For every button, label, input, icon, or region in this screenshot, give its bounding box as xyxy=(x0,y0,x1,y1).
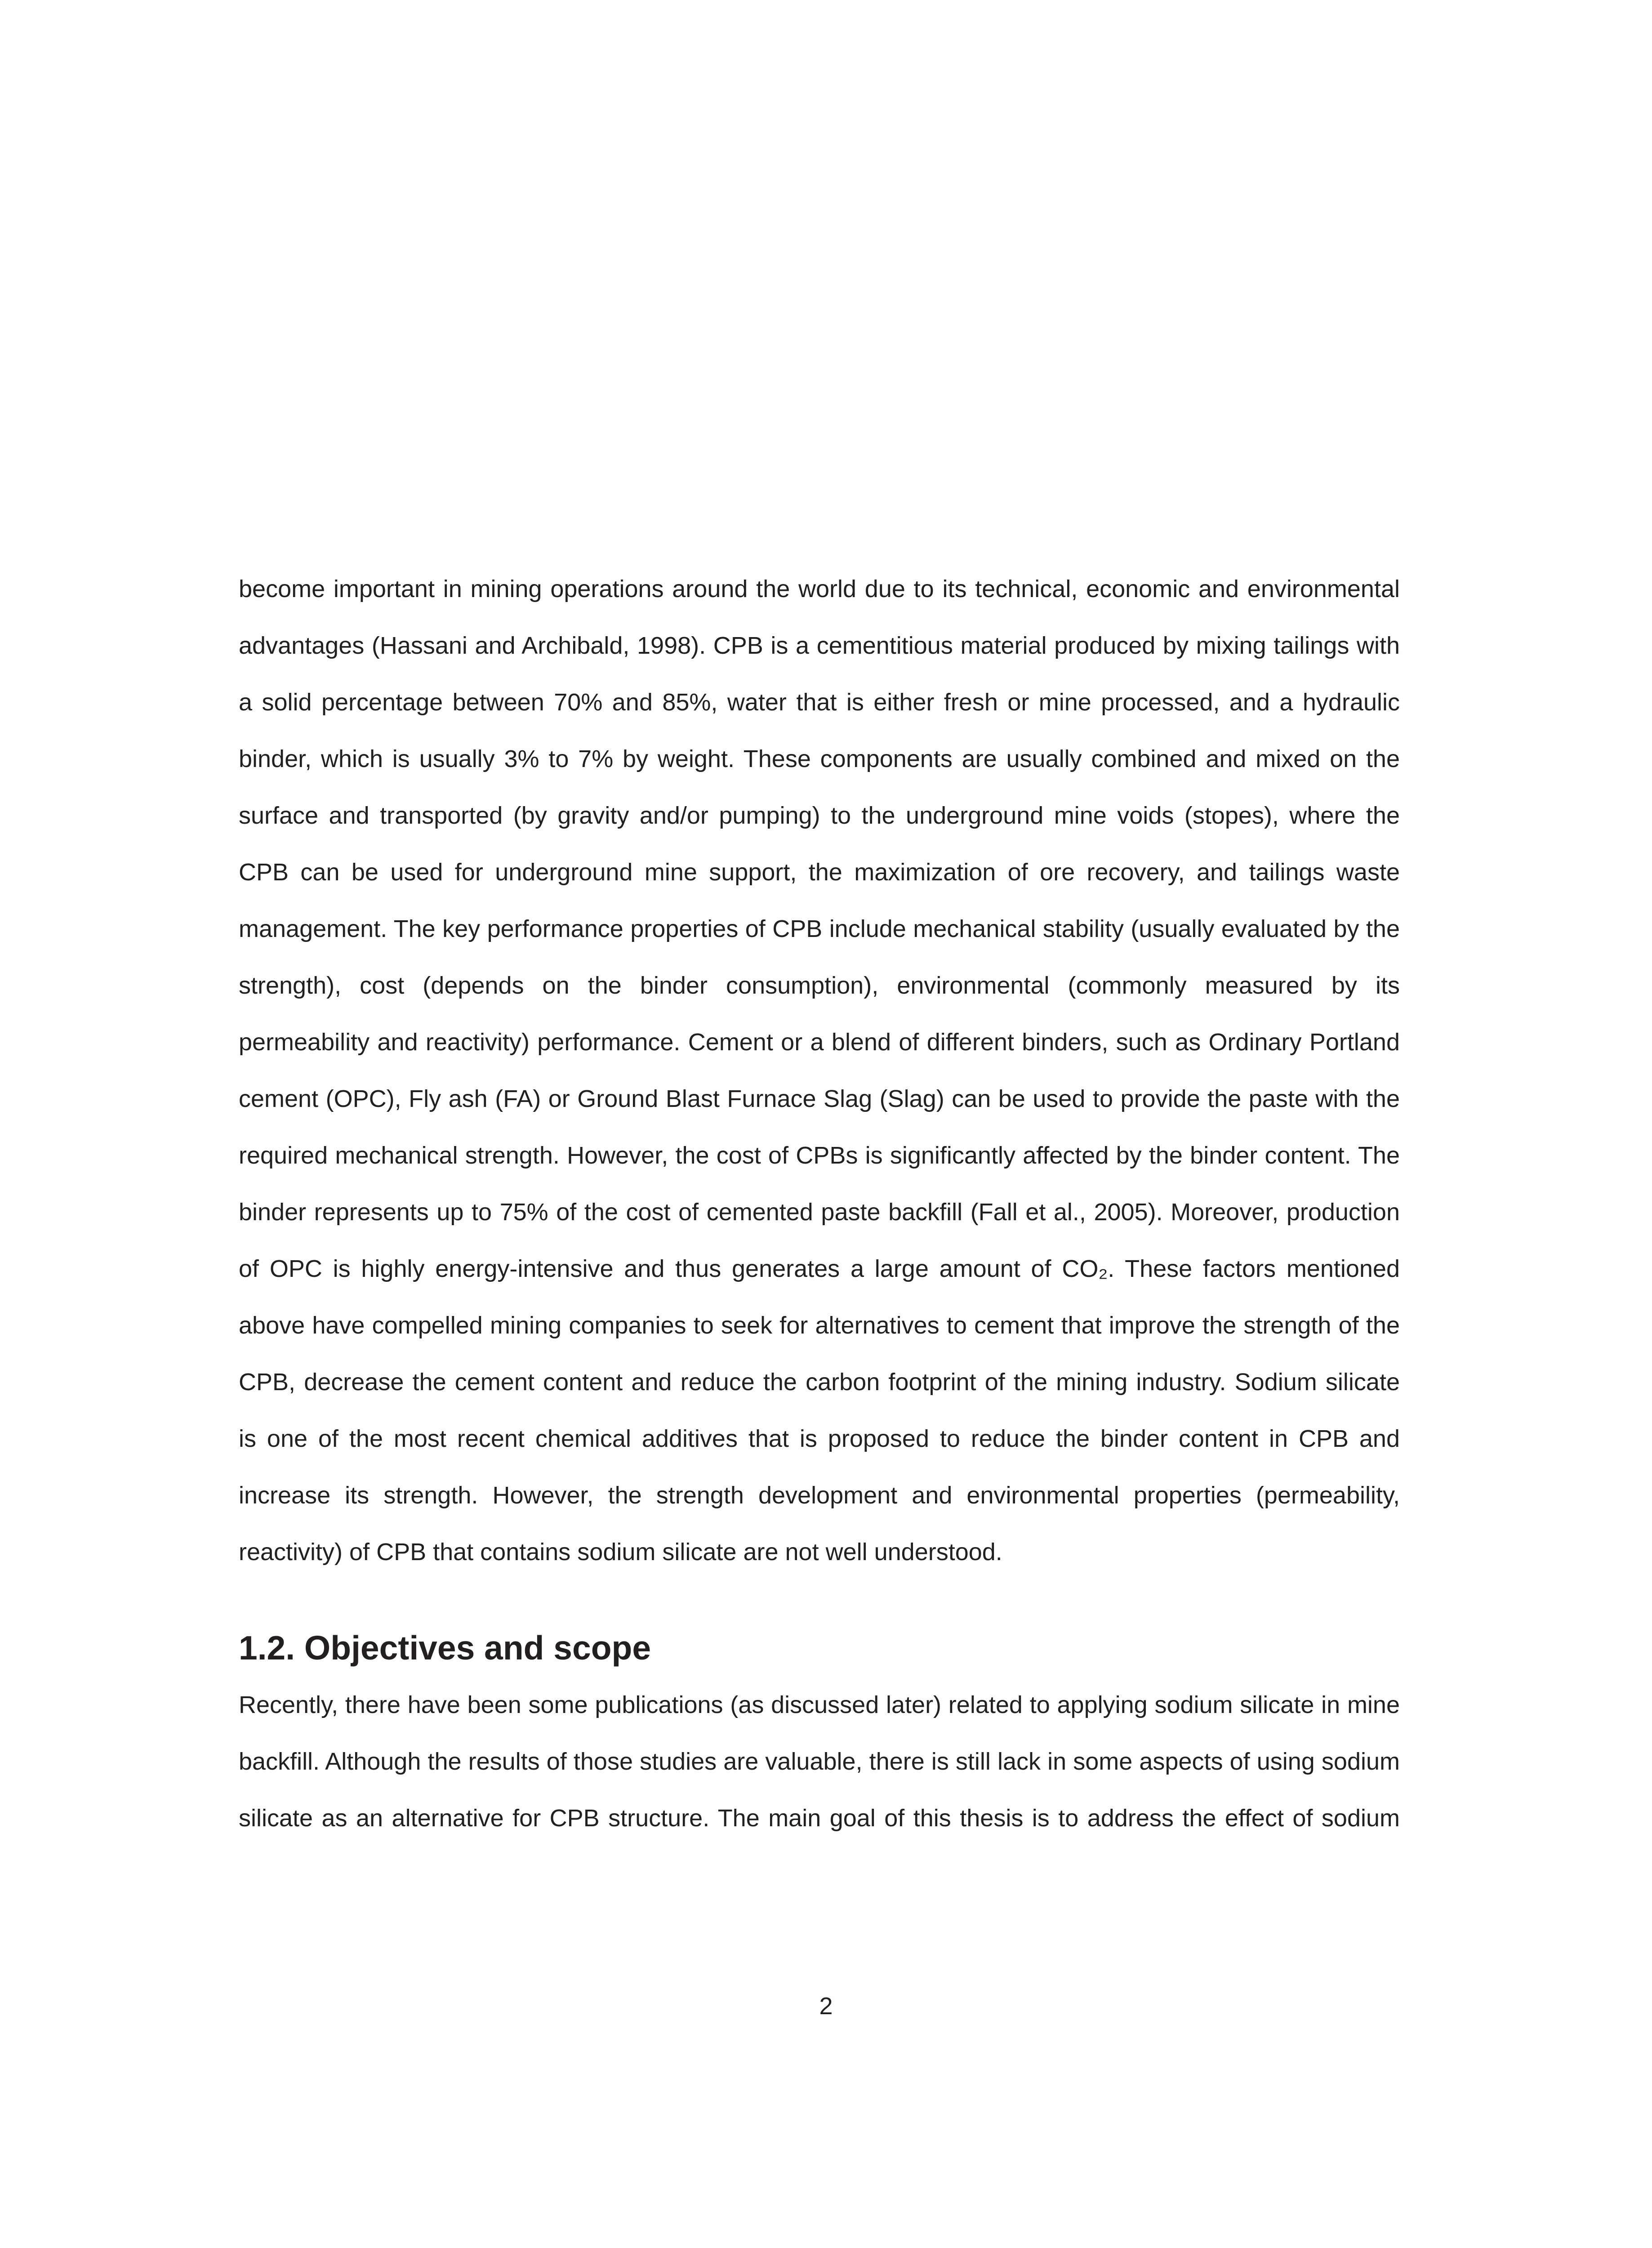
body-text-line: cement (OPC), Fly ash (FA) or Ground Blast Furnace Slag (Slag) can be used to provide the paste with the xyxy=(239,1085,1400,1112)
page-number: 2 xyxy=(819,1993,833,2020)
body-text-line: required mechanical strength. However, the cost of CPBs is significantly affected by the binder content. The xyxy=(239,1142,1400,1169)
body-text-line: is one of the most recent chemical additives that is proposed to reduce the binder content in CPB and xyxy=(239,1425,1400,1452)
body-text-line: above have compelled mining companies to seek for alternatives to cement that improve the strength of the xyxy=(239,1312,1400,1339)
body-text-line: strength), cost (depends on the binder consumption), environmental (commonly measured by its xyxy=(239,972,1400,999)
body-text-line: backfill. Although the results of those studies are valuable, there is still lack in some aspects of using sodium xyxy=(239,1748,1400,1775)
body-text-line: a solid percentage between 70% and 85%, water that is either fresh or mine processed, and a hydraulic xyxy=(239,689,1400,716)
body-text-line: permeability and reactivity) performance. Cement or a blend of different binders, such as Ordinary Portland xyxy=(239,1029,1400,1056)
body-text-line: binder represents up to 75% of the cost of cemented paste backfill (Fall et al., 2005). Moreover, production xyxy=(239,1199,1400,1226)
body-text-line: CPB, decrease the cement content and reduce the carbon footprint of the mining industry. Sodium silicate xyxy=(239,1369,1400,1396)
body-text-line: Recently, there have been some publications (as discussed later) related to applying sodium silicate in mine xyxy=(239,1691,1400,1718)
section-heading: 1.2. Objectives and scope xyxy=(239,1629,651,1667)
body-text-line: advantages (Hassani and Archibald, 1998). CPB is a cementitious material produced by mixing tailings with xyxy=(239,632,1400,659)
body-text-line: of OPC is highly energy-intensive and thus generates a large amount of CO₂. These factors mentioned xyxy=(239,1255,1400,1282)
body-text-line: increase its strength. However, the strength development and environmental properties (permeability, xyxy=(239,1482,1400,1509)
body-text-line: become important in mining operations around the world due to its technical, economic and environmental xyxy=(239,575,1400,602)
body-text-line: silicate as an alternative for CPB structure. The main goal of this thesis is to address the effect of sodium xyxy=(239,1805,1400,1832)
body-text-line: CPB can be used for underground mine support, the maximization of ore recovery, and tailings waste xyxy=(239,859,1400,886)
body-text-line: surface and transported (by gravity and/or pumping) to the underground mine voids (stopes), where the xyxy=(239,802,1400,829)
body-text-line: reactivity) of CPB that contains sodium silicate are not well understood. xyxy=(239,1539,1002,1566)
body-text-line: management. The key performance properties of CPB include mechanical stability (usually evaluated by the xyxy=(239,915,1400,942)
body-text-line: binder, which is usually 3% to 7% by weight. These components are usually combined and mixed on the xyxy=(239,745,1400,772)
